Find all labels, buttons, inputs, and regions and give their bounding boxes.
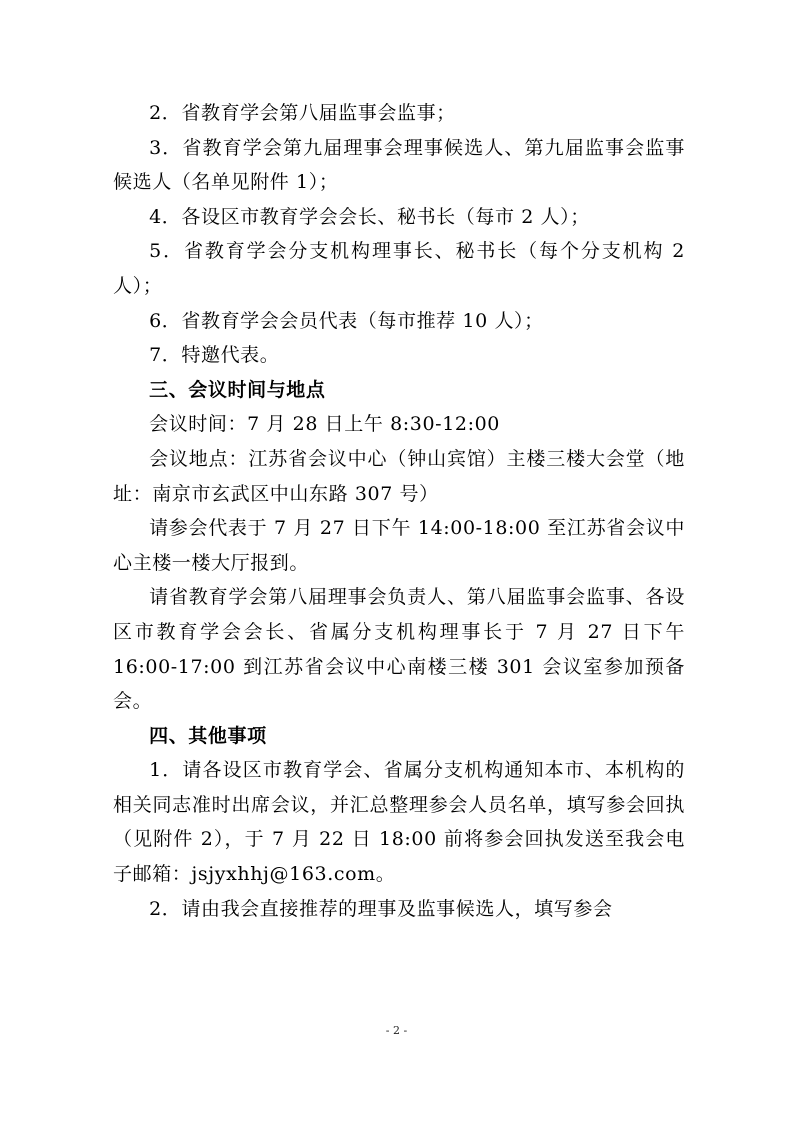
section-heading-other-matters: 四、其他事项: [149, 724, 267, 747]
list-item: 4．各设区市教育学会会长、秘书长（每市 2 人）；: [149, 205, 590, 228]
page-number: - 2 -: [385, 1024, 408, 1037]
list-item: 3．省教育学会第九届理事会理事候选人、第九届监事会监事候选人（名单见附件 1）；: [113, 136, 685, 194]
list-item: 6．省教育学会会员代表（每市推荐 10 人）；: [149, 309, 544, 332]
section-heading-time-location: 三、会议时间与地点: [149, 378, 326, 401]
document-body: [113, 96, 685, 926]
list-item: 5．省教育学会分支机构理事长、秘书长（每个分支机构 2 人）；: [113, 240, 685, 297]
list-item: 2．请由我会直接推荐的理事及监事候选人，填写参会: [149, 897, 613, 920]
list-item: 7．特邀代表。: [149, 344, 280, 367]
meeting-time: 会议时间：7 月 28 日上午 8:30-12:00: [149, 413, 500, 436]
meeting-location: 会议地点：江苏省会议中心（钟山宾馆）主楼三楼大会堂（地址：南京市玄武区中山东路 307 号）: [113, 447, 685, 505]
list-item: 1．请各设区市教育学会、省属分支机构通知本市、本机构的相关同志准时出席会议，并汇总整理参会人员名单，填写参会回执（见附件 2），于 7 月 22 日 18:00 前将参会回执发送至我会电子邮箱：jsjyxhhj@163.com。: [113, 759, 685, 886]
preparatory-meeting-note: 请省教育学会第八届理事会负责人、第八届监事会监事、各设区市教育学会会长、省属分支机构理事长于 7 月 27 日下午 16:00-17:00 到江苏省会议中心南楼三楼 301 会议室参加预备会。: [113, 586, 685, 713]
list-item: 2．省教育学会第八届监事会监事；: [149, 102, 456, 124]
registration-note: 请参会代表于 7 月 27 日下午 14:00-18:00 至江苏省会议中心主楼一楼大厅报到。: [113, 517, 685, 574]
